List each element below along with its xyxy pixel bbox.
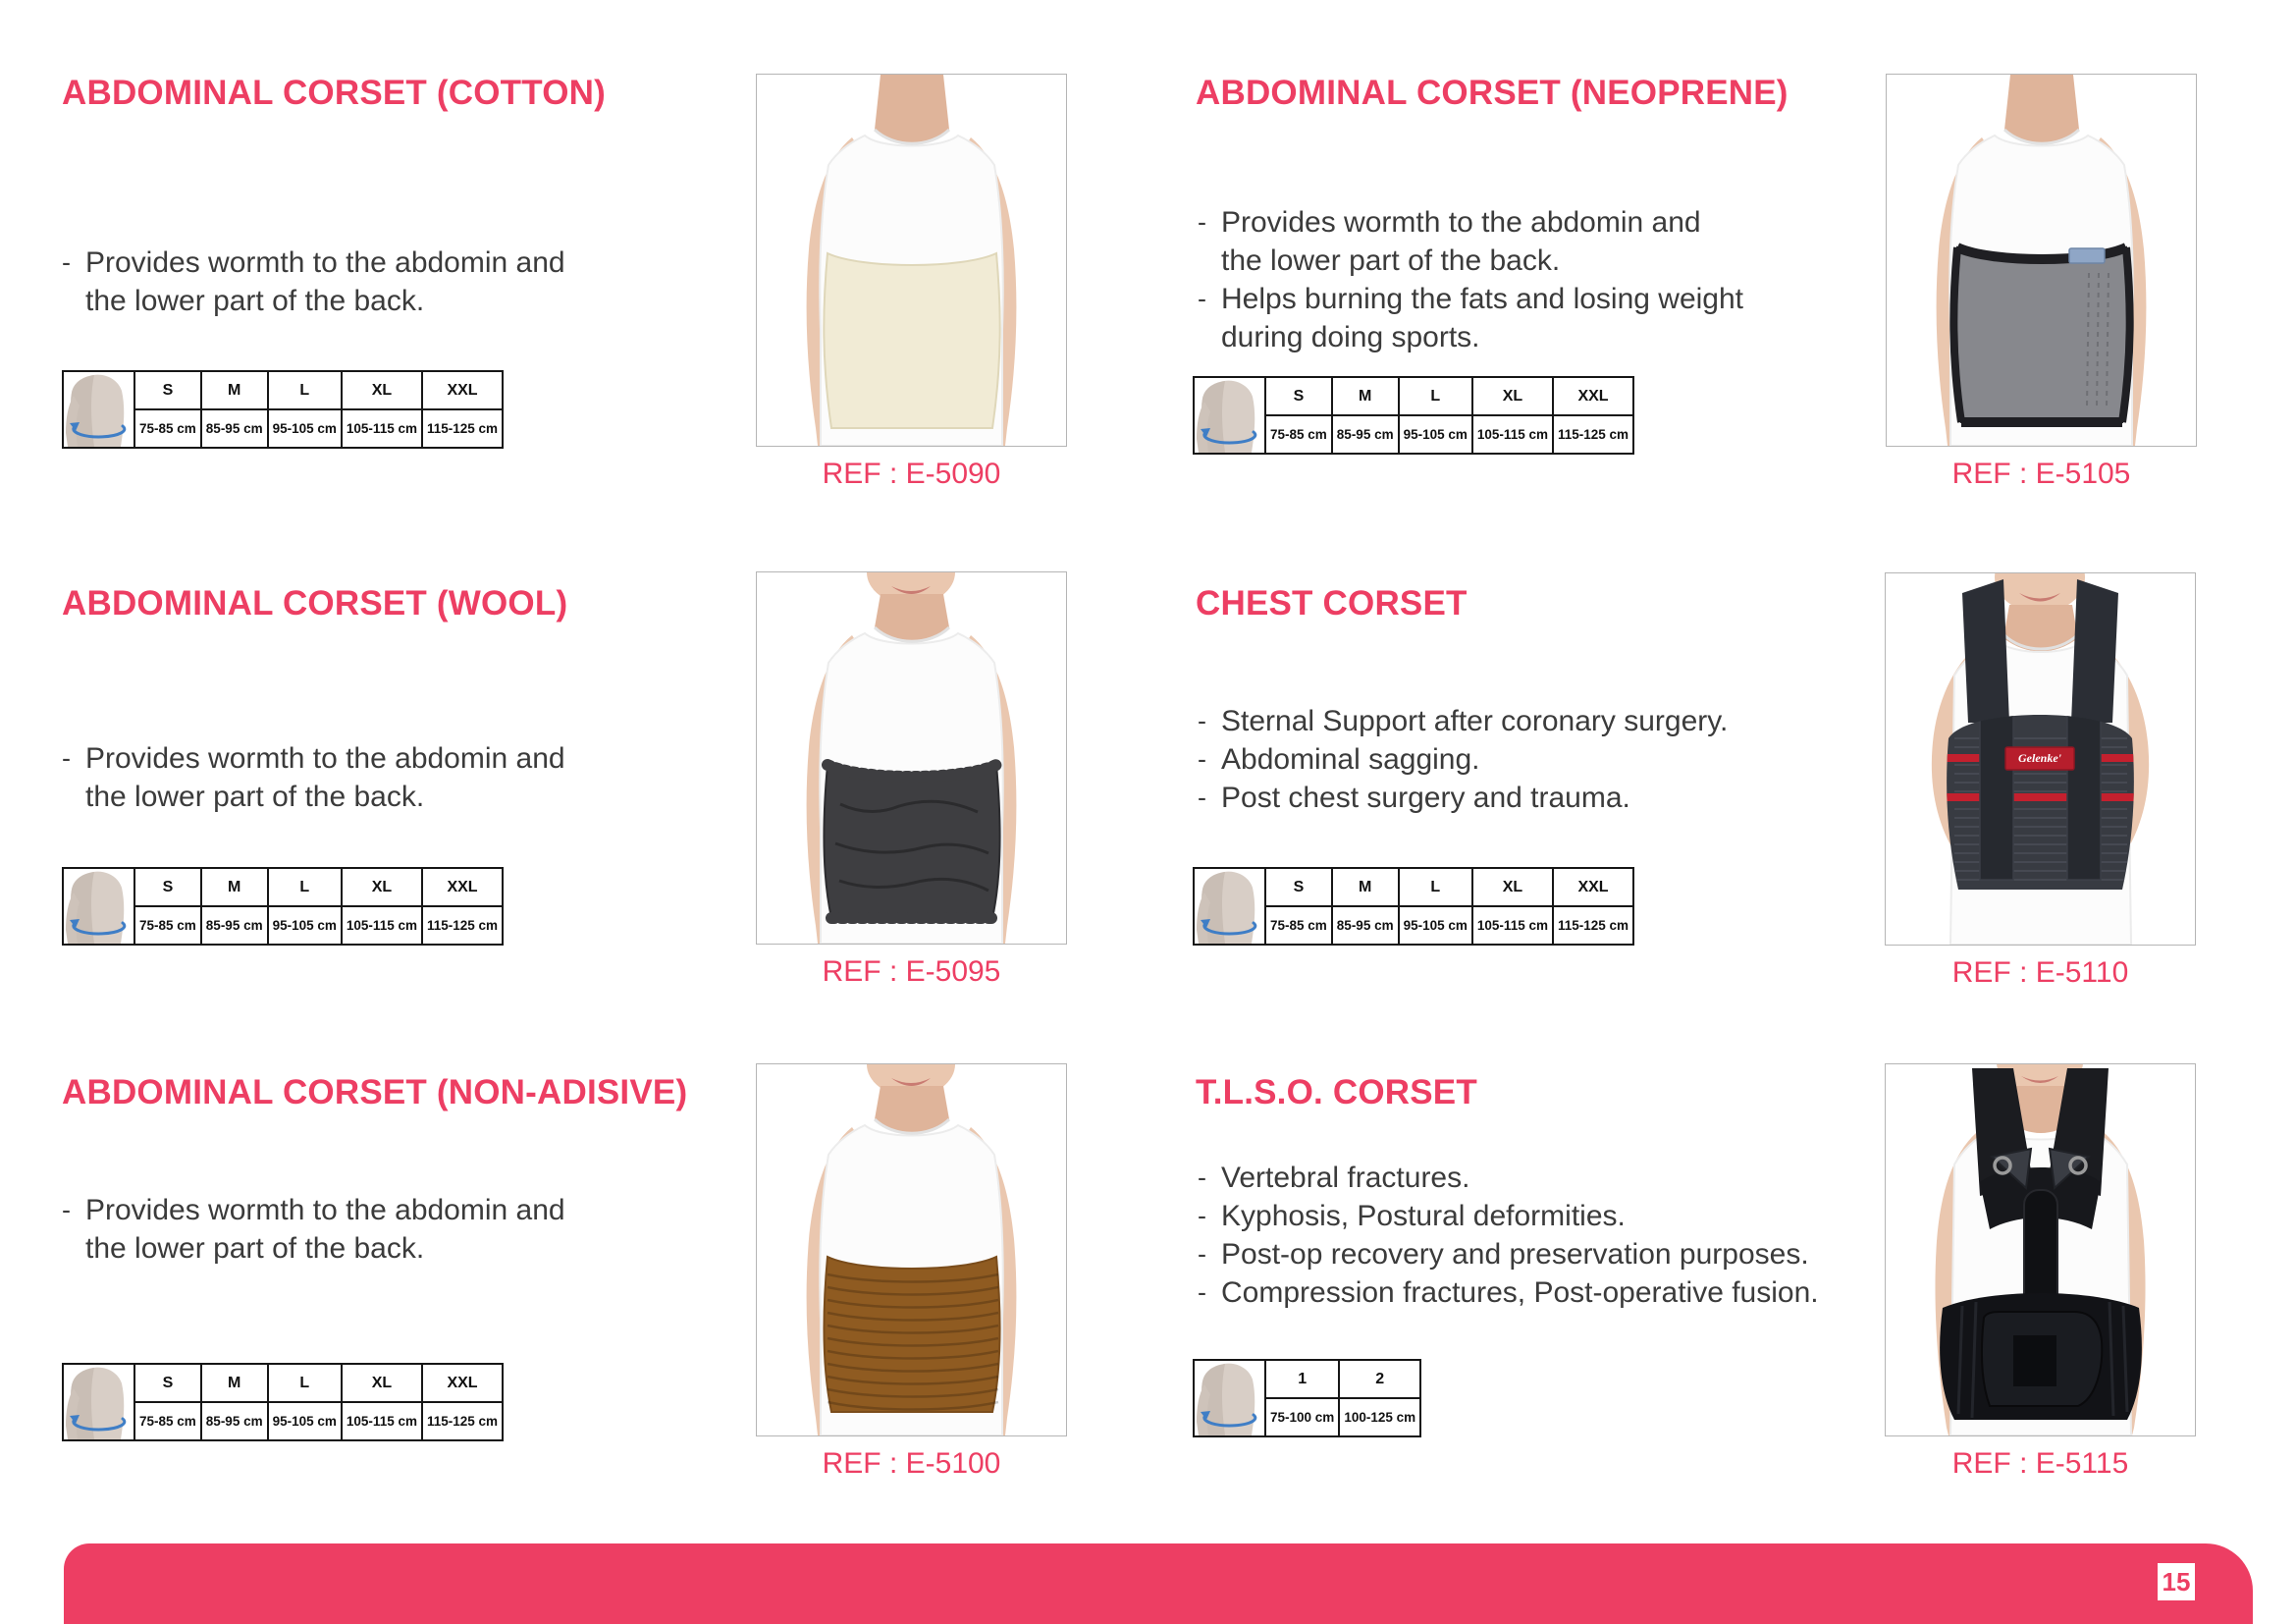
waist-measure-icon (63, 371, 134, 448)
size-header-cell: L (1399, 868, 1472, 906)
bullet-text (1221, 203, 1701, 280)
product-title: ABDOMINAL CORSET (NEOPRENE) (1196, 74, 1789, 112)
bullet-text (1221, 280, 1743, 356)
waist-measure-icon (63, 868, 134, 945)
product-title: ABDOMINAL CORSET (WOOL) (62, 584, 568, 623)
bullet-dash: - (1198, 744, 1206, 774)
bullet-text-line: Post-op recovery and preservation purposes. (1221, 1238, 1809, 1271)
size-header-cell: 2 (1339, 1360, 1420, 1398)
model-photo-illustration (1886, 1064, 2195, 1435)
bullet-text (1221, 1159, 1469, 1197)
bullet-text-line: the lower part of the back. (1221, 244, 1561, 277)
waist-measure-icon (1194, 1360, 1265, 1436)
product-ref: REF : E-5095 (822, 955, 1001, 988)
product-bullets (62, 1191, 739, 1268)
product-title: ABDOMINAL CORSET (NON-ADISIVE) (62, 1073, 688, 1111)
size-header-cell: M (201, 371, 268, 409)
size-value-cell: 85-95 cm (1332, 906, 1399, 945)
bullet-item (62, 1191, 739, 1268)
size-value-cell: 75-85 cm (134, 1402, 201, 1440)
size-value-cell: 105-115 cm (342, 906, 422, 945)
waist-measurement-torso-icon (1195, 378, 1264, 453)
waist-measure-icon (1194, 377, 1265, 454)
product-photo (1885, 572, 2196, 946)
size-header-cell: XXL (1553, 868, 1633, 906)
bullet-item (1198, 203, 1875, 280)
bullet-text-line: Helps burning the fats and losing weight (1221, 283, 1744, 315)
size-header-cell: XXL (422, 1364, 503, 1402)
size-value-cell: 105-115 cm (342, 409, 422, 448)
bullet-text (85, 1191, 565, 1268)
product-photo (756, 1063, 1067, 1436)
size-header-cell: L (268, 868, 342, 906)
product-bullets (1198, 203, 1875, 356)
bullet-dash: - (1198, 284, 1206, 313)
product-photo (756, 74, 1067, 447)
size-header-cell: L (268, 371, 342, 409)
product-title: CHEST CORSET (1196, 584, 1468, 623)
product-photo (756, 571, 1067, 945)
product-bullets (62, 739, 739, 816)
size-header-cell: XXL (422, 371, 503, 409)
waist-measurement-torso-icon (1195, 1361, 1264, 1435)
size-header-cell: XL (342, 1364, 422, 1402)
bullet-text-line: Post chest surgery and trauma. (1221, 782, 1630, 814)
product-photo (1885, 1063, 2196, 1436)
size-header-row (63, 868, 503, 906)
bullet-dash: - (62, 247, 71, 277)
bullet-text-line: Provides wormth to the abdomin and (85, 742, 565, 775)
product-bullets (1198, 702, 1875, 817)
size-value-cell: 95-105 cm (268, 409, 342, 448)
bullet-dash: - (62, 743, 71, 773)
bullet-dash: - (1198, 1277, 1206, 1307)
bullet-text-line: Sternal Support after coronary surgery. (1221, 705, 1729, 737)
size-value-cell: 115-125 cm (422, 1402, 503, 1440)
size-value-cell: 75-100 cm (1265, 1398, 1339, 1436)
model-photo-illustration (757, 572, 1066, 944)
model-photo-illustration (1886, 573, 2195, 945)
waist-measurement-torso-icon (64, 869, 133, 944)
size-table (62, 370, 504, 449)
size-value-cell: 75-85 cm (134, 409, 201, 448)
size-value-cell: 95-105 cm (268, 906, 342, 945)
product-photo (1886, 74, 2197, 447)
bullet-item (1198, 280, 1875, 356)
size-value-cell: 85-95 cm (201, 409, 268, 448)
bullet-item (1198, 1273, 1875, 1312)
bullet-item (1198, 1197, 1875, 1235)
model-photo-illustration (757, 1064, 1066, 1435)
size-value-cell: 95-105 cm (1399, 906, 1472, 945)
bullet-text (1221, 740, 1480, 779)
bullet-text-line: Abdominal sagging. (1221, 743, 1480, 776)
size-header-cell: M (201, 868, 268, 906)
waist-measurement-torso-icon (64, 372, 133, 447)
bullet-text-line: Provides wormth to the abdomin and (85, 1194, 565, 1226)
bullet-text (85, 244, 565, 320)
bullet-text-line: Provides wormth to the abdomin and (1221, 206, 1701, 239)
bullet-item (62, 739, 739, 816)
size-header-cell: XXL (422, 868, 503, 906)
product-ref: REF : E-5105 (1951, 458, 2131, 490)
size-value-cell: 115-125 cm (422, 906, 503, 945)
size-value-cell: 75-85 cm (1265, 415, 1332, 454)
size-header-cell: L (1399, 377, 1472, 415)
bullet-text-line: Vertebral fractures. (1221, 1162, 1470, 1194)
bullet-dash: - (1198, 207, 1206, 237)
size-header-row (1194, 868, 1633, 906)
bullet-item (1198, 702, 1875, 740)
waist-measure-icon (63, 1364, 134, 1440)
size-value-cell: 75-85 cm (134, 906, 201, 945)
product-ref: REF : E-5090 (822, 458, 1001, 490)
size-header-cell: XL (1472, 377, 1553, 415)
size-header-cell: S (134, 371, 201, 409)
bullet-text-line: Provides wormth to the abdomin and (85, 246, 565, 279)
size-header-cell: M (201, 1364, 268, 1402)
size-value-cell: 75-85 cm (1265, 906, 1332, 945)
size-value-cell: 85-95 cm (201, 1402, 268, 1440)
size-value-cell: 85-95 cm (201, 906, 268, 945)
size-value-cell: 105-115 cm (1472, 906, 1553, 945)
waist-measure-icon (1194, 868, 1265, 945)
size-header-cell: M (1332, 868, 1399, 906)
product-bullets (1198, 1159, 1875, 1312)
footer-bar (64, 1543, 2253, 1624)
size-table (62, 867, 504, 946)
bullet-text-line: during doing sports. (1221, 321, 1480, 353)
bullet-text-line: Kyphosis, Postural deformities. (1221, 1200, 1626, 1232)
size-table (1193, 1359, 1421, 1437)
size-header-cell: 1 (1265, 1360, 1339, 1398)
page-number: 15 (2162, 1566, 2191, 1597)
size-table (62, 1363, 504, 1441)
bullet-item (1198, 779, 1875, 817)
size-header-row (1194, 377, 1633, 415)
bullet-dash: - (62, 1195, 71, 1224)
bullet-item (1198, 740, 1875, 779)
model-photo-illustration (1887, 75, 2196, 446)
size-header-cell: S (1265, 377, 1332, 415)
bullet-dash: - (1198, 1201, 1206, 1230)
size-value-cell: 95-105 cm (268, 1402, 342, 1440)
size-header-row (63, 1364, 503, 1402)
model-photo-illustration (757, 75, 1066, 446)
bullet-text-line: the lower part of the back. (85, 285, 425, 317)
bullet-dash: - (1198, 783, 1206, 812)
size-value-cell: 95-105 cm (1399, 415, 1472, 454)
page-number-badge (2158, 1563, 2195, 1600)
bullet-dash: - (1198, 1163, 1206, 1192)
product-bullets (62, 244, 739, 320)
size-header-cell: XL (1472, 868, 1553, 906)
size-value-cell: 100-125 cm (1339, 1398, 1420, 1436)
bullet-text (1221, 1235, 1809, 1273)
size-header-cell: S (134, 1364, 201, 1402)
size-header-row (1194, 1360, 1420, 1398)
size-header-cell: XXL (1553, 377, 1633, 415)
bullet-text (1221, 1197, 1626, 1235)
size-header-row (63, 371, 503, 409)
size-header-cell: S (1265, 868, 1332, 906)
bullet-text (1221, 779, 1630, 817)
product-ref: REF : E-5115 (1951, 1447, 2129, 1480)
bullet-text-line: the lower part of the back. (85, 1232, 425, 1265)
size-value-cell: 105-115 cm (342, 1402, 422, 1440)
product-ref: REF : E-5100 (822, 1447, 1001, 1480)
size-value-cell: 85-95 cm (1332, 415, 1399, 454)
bullet-text-line: the lower part of the back. (85, 781, 425, 813)
product-title: ABDOMINAL CORSET (COTTON) (62, 74, 606, 112)
bullet-dash: - (1198, 706, 1206, 735)
product-ref: REF : E-5110 (1951, 956, 2129, 989)
size-value-cell: 115-125 cm (1553, 415, 1633, 454)
svg-text:Gelenke': Gelenke' (2018, 751, 2061, 765)
size-table (1193, 376, 1634, 455)
size-value-cell: 115-125 cm (422, 409, 503, 448)
bullet-text-line: Compression fractures, Post-operative fusion. (1221, 1276, 1819, 1309)
bullet-dash: - (1198, 1239, 1206, 1269)
bullet-item (62, 244, 739, 320)
size-header-cell: XL (342, 371, 422, 409)
size-table (1193, 867, 1634, 946)
size-header-cell: S (134, 868, 201, 906)
size-header-cell: L (268, 1364, 342, 1402)
product-title: T.L.S.O. CORSET (1196, 1073, 1477, 1111)
size-header-cell: M (1332, 377, 1399, 415)
size-value-cell: 105-115 cm (1472, 415, 1553, 454)
bullet-text (1221, 702, 1728, 740)
size-header-cell: XL (342, 868, 422, 906)
size-value-cell: 115-125 cm (1553, 906, 1633, 945)
bullet-text (85, 739, 565, 816)
bullet-item (1198, 1235, 1875, 1273)
bullet-text (1221, 1273, 1819, 1312)
waist-measurement-torso-icon (1195, 869, 1264, 944)
waist-measurement-torso-icon (64, 1365, 133, 1439)
bullet-item (1198, 1159, 1875, 1197)
